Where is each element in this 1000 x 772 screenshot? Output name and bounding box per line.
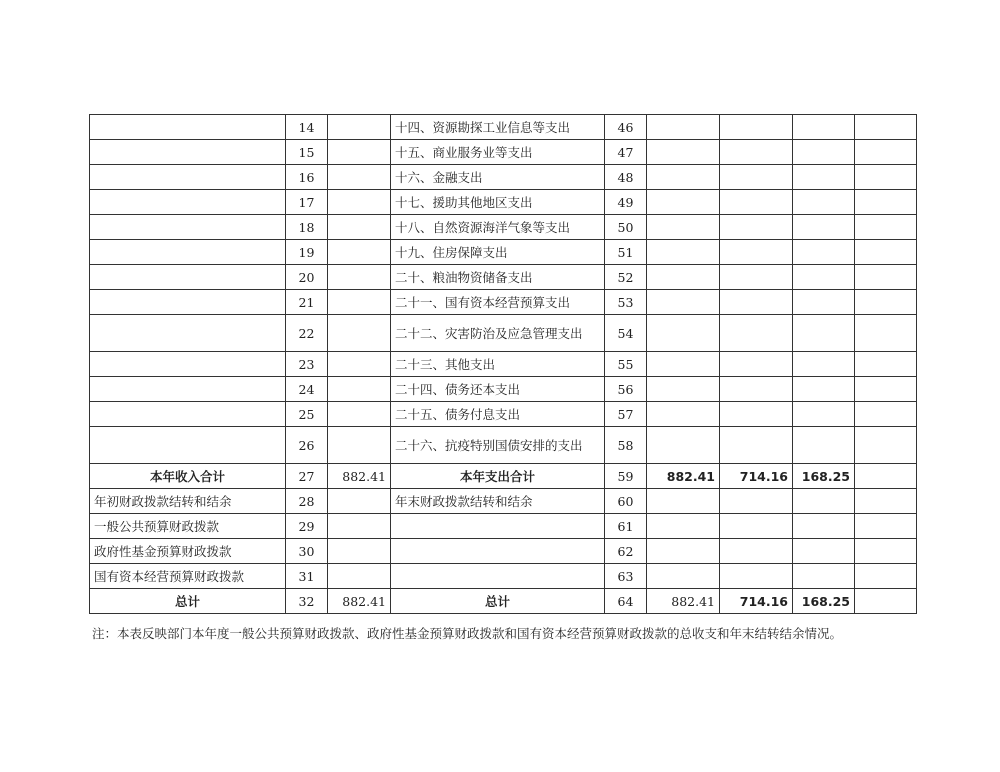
expense-total-amount: 168.25 [793,464,855,489]
row-number: 21 [286,290,328,315]
carryover-right-label [391,564,605,589]
amount-cell [720,265,793,290]
amount-cell [720,564,793,589]
amount-cell [855,539,917,564]
row-number: 49 [605,190,647,215]
income-item-cell [90,240,286,265]
carryover-row [90,514,917,539]
amount-cell [855,427,917,464]
table-row [90,140,917,165]
carryover-label: 政府性基金预算财政拨款 [90,539,286,564]
amount-cell [793,140,855,165]
carryover-label: 一般公共预算财政拨款 [90,514,286,539]
grand-total-row [90,589,917,614]
amount-cell [855,165,917,190]
row-number: 57 [605,402,647,427]
carryover-right-label [391,514,605,539]
row-number: 25 [286,402,328,427]
row-number: 24 [286,377,328,402]
amount-cell [647,315,720,352]
amount-cell [793,564,855,589]
income-amount-cell [328,489,391,514]
amount-cell [647,165,720,190]
income-amount-cell [328,315,391,352]
amount-cell [855,377,917,402]
table-row [90,402,917,427]
income-amount-cell [328,240,391,265]
table-row [90,352,917,377]
amount-cell [647,115,720,140]
row-number: 15 [286,140,328,165]
amount-cell [720,539,793,564]
income-item-cell [90,352,286,377]
row-number: 17 [286,190,328,215]
row-number: 53 [605,290,647,315]
amount-cell [793,427,855,464]
amount-cell [793,539,855,564]
grand-total-label: 总计 [90,589,286,614]
amount-cell [793,315,855,352]
amount-cell [793,215,855,240]
row-number: 60 [605,489,647,514]
table-row [90,215,917,240]
income-total-amount: 882.41 [328,464,391,489]
amount-cell [647,352,720,377]
expense-item-label: 二十、粮油物资储备支出 [391,265,605,290]
income-amount-cell [328,352,391,377]
amount-cell [855,140,917,165]
row-number: 64 [605,589,647,614]
amount-cell [647,564,720,589]
row-number: 29 [286,514,328,539]
amount-cell [720,215,793,240]
row-number: 27 [286,464,328,489]
row-number: 55 [605,352,647,377]
carryover-row [90,539,917,564]
income-amount-cell [328,265,391,290]
income-item-cell [90,427,286,464]
amount-cell [647,539,720,564]
row-number: 20 [286,265,328,290]
amount-cell [647,427,720,464]
amount-cell [720,489,793,514]
amount-cell [855,290,917,315]
amount-cell [647,265,720,290]
amount-cell [720,115,793,140]
table-row [90,115,917,140]
row-number: 51 [605,240,647,265]
income-amount-cell [328,427,391,464]
amount-cell [793,240,855,265]
grand-total-amount: 168.25 [793,589,855,614]
income-item-cell [90,140,286,165]
row-number: 61 [605,514,647,539]
expense-item-label: 十九、住房保障支出 [391,240,605,265]
row-number: 26 [286,427,328,464]
table-row [90,427,917,464]
expense-item-label: 二十三、其他支出 [391,352,605,377]
amount-cell [793,377,855,402]
carryover-row [90,489,917,514]
income-item-cell [90,402,286,427]
income-amount-cell [328,402,391,427]
amount-cell [855,190,917,215]
carryover-label: 国有资本经营预算财政拨款 [90,564,286,589]
amount-cell [855,215,917,240]
grand-total-income: 882.41 [328,589,391,614]
row-number: 47 [605,140,647,165]
carryover-right-label: 年末财政拨款结转和结余 [391,489,605,514]
income-amount-cell [328,115,391,140]
amount-cell [647,489,720,514]
row-number: 52 [605,265,647,290]
row-number: 16 [286,165,328,190]
amount-cell [647,215,720,240]
income-amount-cell [328,564,391,589]
income-item-cell [90,115,286,140]
amount-cell [720,377,793,402]
amount-cell [855,402,917,427]
amount-cell [647,190,720,215]
amount-cell [855,464,917,489]
row-number: 50 [605,215,647,240]
amount-cell [793,489,855,514]
grand-total-amount: 882.41 [647,589,720,614]
carryover-row [90,564,917,589]
row-number: 32 [286,589,328,614]
expense-item-label: 十七、援助其他地区支出 [391,190,605,215]
amount-cell [855,564,917,589]
income-amount-cell [328,165,391,190]
income-amount-cell [328,377,391,402]
income-total-row [90,464,917,489]
table-row [90,290,917,315]
amount-cell [720,290,793,315]
income-amount-cell [328,514,391,539]
row-number: 58 [605,427,647,464]
income-total-label: 本年收入合计 [90,464,286,489]
expense-item-label: 二十六、抗疫特别国债安排的支出 [391,427,605,464]
row-number: 30 [286,539,328,564]
amount-cell [720,514,793,539]
grand-total-amount: 714.16 [720,589,793,614]
row-number: 54 [605,315,647,352]
amount-cell [647,140,720,165]
row-number: 62 [605,539,647,564]
row-number: 59 [605,464,647,489]
row-number: 14 [286,115,328,140]
amount-cell [855,265,917,290]
row-number: 18 [286,215,328,240]
amount-cell [720,240,793,265]
amount-cell [793,165,855,190]
amount-cell [720,427,793,464]
expense-item-label: 二十一、国有资本经营预算支出 [391,290,605,315]
amount-cell [720,402,793,427]
table-footnote: 注：本表反映部门本年度一般公共预算财政拨款、政府性基金预算财政拨款和国有资本经营预算财政拨款的总收支和年末结转结余情况。 [92,626,843,641]
income-item-cell [90,190,286,215]
income-amount-cell [328,190,391,215]
amount-cell [647,377,720,402]
income-item-cell [90,315,286,352]
amount-cell [793,514,855,539]
expense-item-label: 二十五、债务付息支出 [391,402,605,427]
amount-cell [720,140,793,165]
expense-item-label: 十八、自然资源海洋气象等支出 [391,215,605,240]
amount-cell [647,402,720,427]
expense-total-label: 本年支出合计 [391,464,605,489]
carryover-right-label [391,539,605,564]
expense-item-label: 二十四、债务还本支出 [391,377,605,402]
budget-table [89,114,917,614]
row-number: 56 [605,377,647,402]
amount-cell [855,514,917,539]
income-amount-cell [328,290,391,315]
amount-cell [793,190,855,215]
amount-cell [720,190,793,215]
row-number: 63 [605,564,647,589]
income-item-cell [90,290,286,315]
row-number: 48 [605,165,647,190]
row-number: 22 [286,315,328,352]
amount-cell [855,489,917,514]
amount-cell [855,115,917,140]
income-item-cell [90,215,286,240]
row-number: 28 [286,489,328,514]
expense-total-amount: 882.41 [647,464,720,489]
amount-cell [793,115,855,140]
amount-cell [647,514,720,539]
expense-item-label: 十四、资源勘探工业信息等支出 [391,115,605,140]
amount-cell [855,352,917,377]
row-number: 19 [286,240,328,265]
amount-cell [720,165,793,190]
income-amount-cell [328,215,391,240]
income-amount-cell [328,539,391,564]
income-item-cell [90,377,286,402]
expense-item-label: 十六、金融支出 [391,165,605,190]
income-item-cell [90,265,286,290]
table-row [90,377,917,402]
amount-cell [720,352,793,377]
row-number: 31 [286,564,328,589]
amount-cell [647,290,720,315]
expense-total-amount: 714.16 [720,464,793,489]
income-amount-cell [328,140,391,165]
income-item-cell [90,165,286,190]
carryover-label: 年初财政拨款结转和结余 [90,489,286,514]
table-row [90,265,917,290]
amount-cell [855,589,917,614]
amount-cell [793,265,855,290]
grand-total-expense-label: 总计 [391,589,605,614]
amount-cell [855,240,917,265]
table-row [90,315,917,352]
amount-cell [793,402,855,427]
amount-cell [647,240,720,265]
amount-cell [793,352,855,377]
expense-item-label: 二十二、灾害防治及应急管理支出 [391,315,605,352]
amount-cell [855,315,917,352]
expense-item-label: 十五、商业服务业等支出 [391,140,605,165]
table-row [90,165,917,190]
amount-cell [720,315,793,352]
amount-cell [793,290,855,315]
table-row [90,240,917,265]
row-number: 23 [286,352,328,377]
row-number: 46 [605,115,647,140]
table-row [90,190,917,215]
